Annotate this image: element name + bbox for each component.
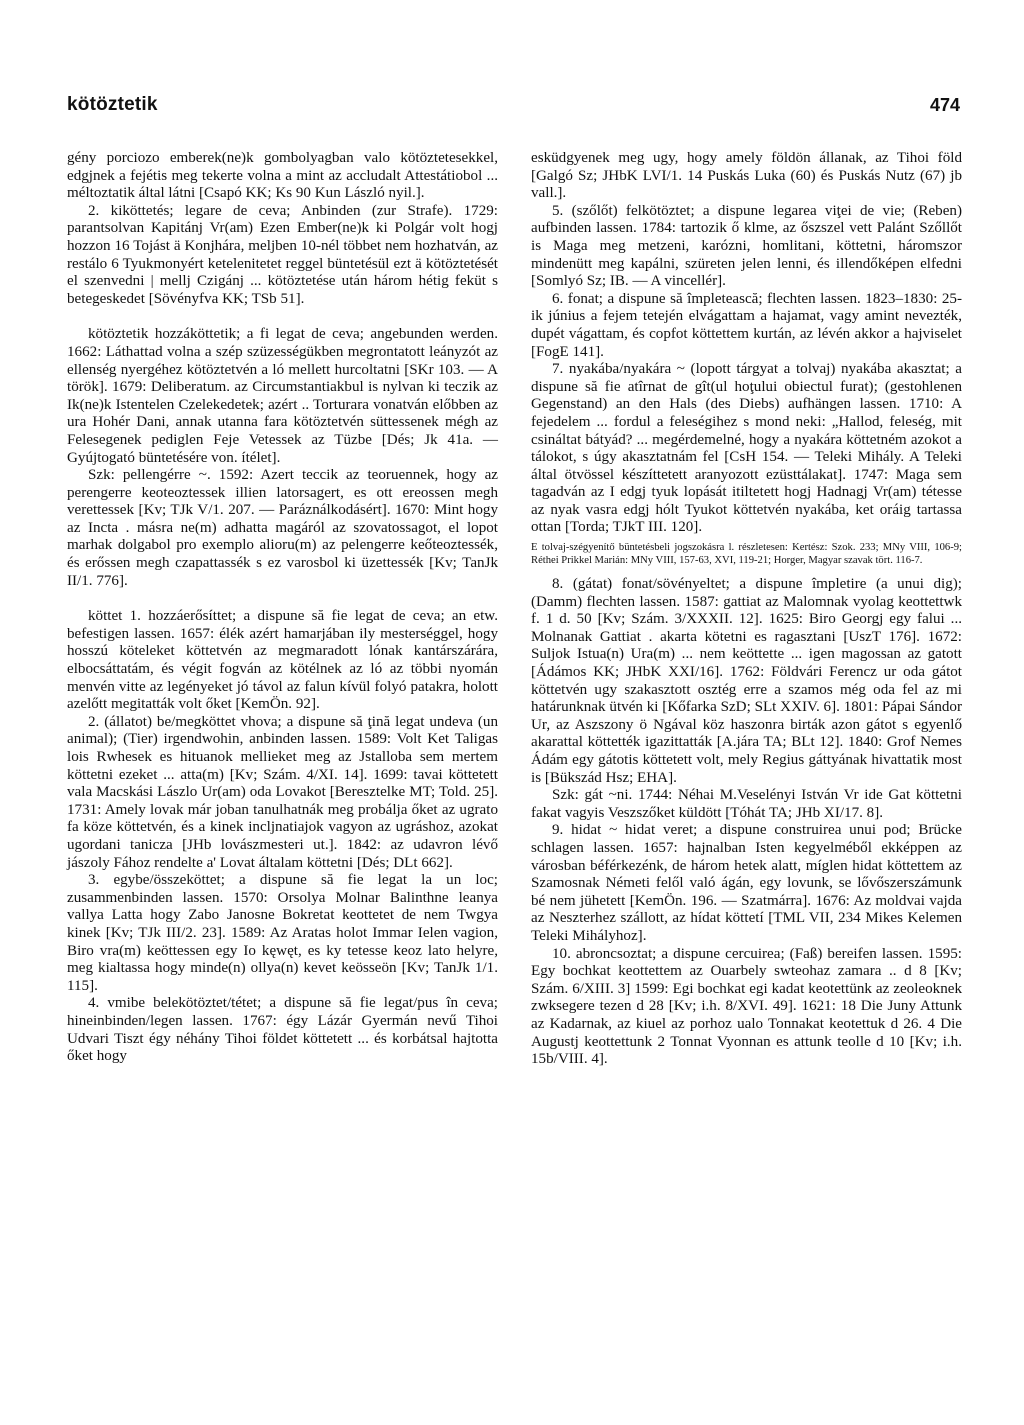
sense-paragraph: 10. abroncsoztat; a dispune cercuirea; (Faß) bereifen lassen. 1595: Egy bochkat keottettem az Ouarbely swteohaz zamara .. d 8 [Kv; Szám. 6/XIII. 3] 1599: Egi bochkat egi kadat keotettünk az zeoleoknek zwksegere tezen d 28 [Kv; i.h. 8/XVI. 49]. 1621: 18 Die Juny Attunk az Kadarnak, az kiuel az porhoz ualo Tonnakat keotettuk d 26. 4 Die Augustj keottettunk 2 Tonnat Vyonnan es attunk teolle d 10 [Kv; i.h. 15b/VIII. 4]. — [531, 945, 962, 1068]
paragraph: gény porciozo emberek(ne)k gombolyagban valo kötöztetesekkel, edgjnek a fejétis meg tekerte volna a mint az accludalt Attestátiobol ... méltoztatik által látni [Csapó KK; Ks 90 Kun László nyil.]. — [67, 150, 498, 202]
sense-paragraph: 7. nyakába/nyakára ~ (lopott tárgyat a tolvaj) nyakába akasztat; a dispune să fie atîrnat de gît(ul hoţului obiectul furat); (gestohlenen Gegenstand) an den Hals (des Diebs) aufhängen lassen. 1710: A fejedelem ... fordul a feleségihez s mond neki: „Hallod, feleség, mit csináltat bátyád? ... megérdemelné, hogy a nyakára köttetném azokot a tálokot, s úgy akasztatnám fel [CsH 154. — Teleki Mihály. A Teleki által ötvössel készíttetett aranyozott ezüsttálakat]. 1747: Maga sem tagadván az I edgj tyuk lopását itiltetett hogj Hadnagj Vr(am) tétesse az nyak vasra edgj hólt Tyukot köttetvén nyakába, ket oráig tartassa ottan [Torda; TJkT III. 120]. — [531, 361, 962, 536]
sense-paragraph: 6. fonat; a dispune să împletească; flechten lassen. 1823–1830: 25-ik június a fejem tetején elvágattam a hajamat, vagy amint nevezték, dupét vágattam, és copfot köttettem kurtán, az lévén akkor a hajviselet [FogE 141]. — [531, 290, 962, 360]
sense-paragraph: 9. hidat ~ hidat veret; a dispune construirea unui pod; Brücke schlagen lassen. 1657: hajnalban Isten kegyelméből ekképpen az városban béférkezénk, de három hetek alatt, míglen hidat köttettem az Szamosnak Németi felől való ágán, egy lovunk, se lővőszerszámunk bé nem jühetett [KemÖn. 196. — Szatmárra]. 1676: Az moldvai vajda az Neszterhez szállott, az hídat köttetí [TML VII, 234 Mikes Kelemen Teleki Mihályhoz]. — [531, 822, 962, 944]
page-number: 474 — [930, 95, 961, 115]
sense-paragraph: 4. vmibe belekötöztet/tétet; a dispune să fie legat/pus în ceva; hineinbinden/legen lassen. 1767: égy Lázár Gyermán nevű Tihoi Udvari Tiszt égy néhány Tihoi földet köttetett ... és korbátsal hajtotta őket hogy — [67, 995, 498, 1065]
right-column — [531, 150, 962, 1069]
subentry-paragraph: Szk: gát ~ni. 1744: Néhai M.Veselényi István Vr ide Gat köttetni fakat vagyis Veszszőket küldött [Tóhát TA; JHb XI/17. 8]. — [531, 787, 962, 821]
paragraph: esküdgyenek meg ugy, hogy amely földön állanak, az Tihoi föld [Galgó Sz; JHbK LVI/1. 14 Puskás Luka (60) és Puskás Nutz (67) jb vall.]. — [531, 150, 962, 202]
sense-paragraph: 3. egybe/összeköttet; a dispune să fie legat la un loc; zusammenbinden lassen. 1570: Orsolya Molnar Balinthne leanya vallya Latta hogy Zabo Janosne Bokretat keottetet de nem Twgya kinek [Kv; TJk III/2. 23]. 1589: Az Aratas holot Immar Ielen vagion, Biro vra(m) keöttessen egy Io kęwęt, es ky tetesse keoz lato helyre, meg kialtassa hogy minde(n) ollya(n) kevet keösseön [Kv; TanJk 1/1. 115]. — [67, 872, 498, 994]
sense-paragraph: 2. kiköttetés; legare de ceva; Anbinden (zur Strafe). 1729: parantsolvan Kapitánj Vr(am) Ezen Ember(ne)k ki Polgár volt hogj hozzon 16 Tojást ä Konjhára, meljben 10-nél többet nem hozhatván, az restálo 6 Tyukmonyért ketelenitetet reggel büntetésül ezt ä kötöztetését el szenvedni | mellj Czigánj ... kötöztetése után három hétig feküt s betegeskedet [Sövényfva KK; TSb 51]. — [67, 202, 498, 307]
dictionary-entry: kötöztetik hozzáköttetik; a fi legat de ceva; angebunden werden. 1662: Láthattad volna a szép szüzességükben megrontatott leányzót az ellenség nyergéhez kötöztetvén a ló mellett hurcoltatni [SKr 103. — A török]. 1679: Deliberatum. az Circumstantiakbul is nylvan ki teczik az Ik(ne)k Istentelen Czelekedetek; azért .. Torturara vonatván előbben az ura Hohér Dani, annak utanna fara kötöztetvén süttessenek mégh az Felesegenek pediglen Feje Vetessek az Tüzbe [Dés; Jk 41a. — Gyújtogató büntetésére von. ítélet]. — [67, 326, 498, 466]
sense-paragraph: 2. (állatot) be/megköttet vhova; a dispune să ţină legat undeva (un animal); (Tier) irgendwohin, anbinden lassen. 1589: Volt Ket Taligas lois Rwhesek es hituanok mellieket meg az Jstalloba sem mertem köttetni ezeket ... atta(m) [Kv; Szám. 4/XI. 14]. 1699: tavai köttetett vala Macskási Lászlo Ur(am) oda Lovakot [Beresztelke MT; Told. 25]. 1731: Amely lovak már joban tanulhatnák meg probálja őket az ugrato fa köze köttetvén, és a kinek incljnatiajok vagyon az ugráshoz, azokat ugordani tanicza [JHb lovászmesteri ut.]. 1842: az udavron lévő jászoly Fához rendelte a' Lovat általam köttetni [Dés; DLt 662]. — [67, 713, 498, 871]
left-column — [67, 150, 498, 1066]
dictionary-entry: köttet 1. hozzáerősíttet; a dispune să fie legat de ceva; an etw. befestigen lassen. 1657: élék azért hamarjában ily mesterséggel, hogy hosszú köteleket köttetvén az megmaradott lónak kantárszárára, elbocsáttatám, és végit fogván az kötélnek az ló az többi nyomán menvén vitte az legényeket jó távol az falun kívül folyó patakra, holott azelőtt megitatták volt őket [KemÖn. 92]. — [67, 608, 498, 713]
reference-note: E tolvaj-szégyenítő büntetésbeli jogszokásra l. részletesen: Kertész: Szok. 233; MNy VIII, 106-9; Réthei Prikkel Marián: MNy VIII, 157-63, XVI, 119-21; Horger, Magyar szavak tört. 116-7. — [531, 542, 962, 567]
running-head-word: kötöztetik — [67, 94, 158, 115]
sense-paragraph: 8. (gátat) fonat/sövényeltet; a dispune împletire (a unui dig); (Damm) flechten lassen. 1587: gattiat az Malomnak vyolag keottettwk f. 1 d. 50 [Kv; Szám. 3/XXXII. 12]. 1625: Biro Georgj egy falui ... Molnanak Gattiat . akarta kötetni es ragasztani [UszT 176]. 1672: Suljok Istua(n) Ura(m) ... nem keöttette ... igen magossan az gatott [Ádámos KK; JHbK XXI/16]. 1762: Földvári Ferencz ur oda gátot köttetvén ugy szakasztott osztég erre a szamos még oda fel az mi határunknak ütvén ki [Kőfarka SzD; SLt XXIV. 6]. 1801: Pápai Sándor Ur, az Aszszony ö Ngával köz haszonra birták azon gátot s egyenlő akarattal köttették igazittatták [A.jára TA; BLt 12]. 1840: Grof Nemes Ádám egy gátotis köttetett volt, mely Regius gáttyának hivattatik most is [Bükszád Hsz; EHA]. — [531, 576, 962, 786]
subentry-paragraph: Szk: pellengérre ~. 1592: Azert teccik az teoruennek, hogy az perengerre keoteoztessek illien latorsagert, es ott ereossen megh verettessek [Kv; TJk V/1. 207. — Paráználkodásért]. 1670: Mint hogy az Incta . másra ne(m) adhatta magáról az szovatossagot, el lopot marhak dolgabol pro exemplo alioru(m) az pelengerre keőteoztessék, és erőssen megh czapattassék s ez varosbol ki üzettessék [Kv; TanJk II/1. 776]. — [67, 467, 498, 589]
sense-paragraph: 5. (szőlőt) felkötöztet; a dispune legarea viţei de vie; (Reben) aufbinden lassen. 1784: tartozik ő klme, az őszszel vett Palánt Szőllőt is Maga meg metzeni, karózni, homlitani, köttetni, háromszor mindenütt meg kapálni, szüreten jelen lenni, és illendőképen elfedni [Somlyó Sz; IB. — A vincellér]. — [531, 202, 962, 290]
